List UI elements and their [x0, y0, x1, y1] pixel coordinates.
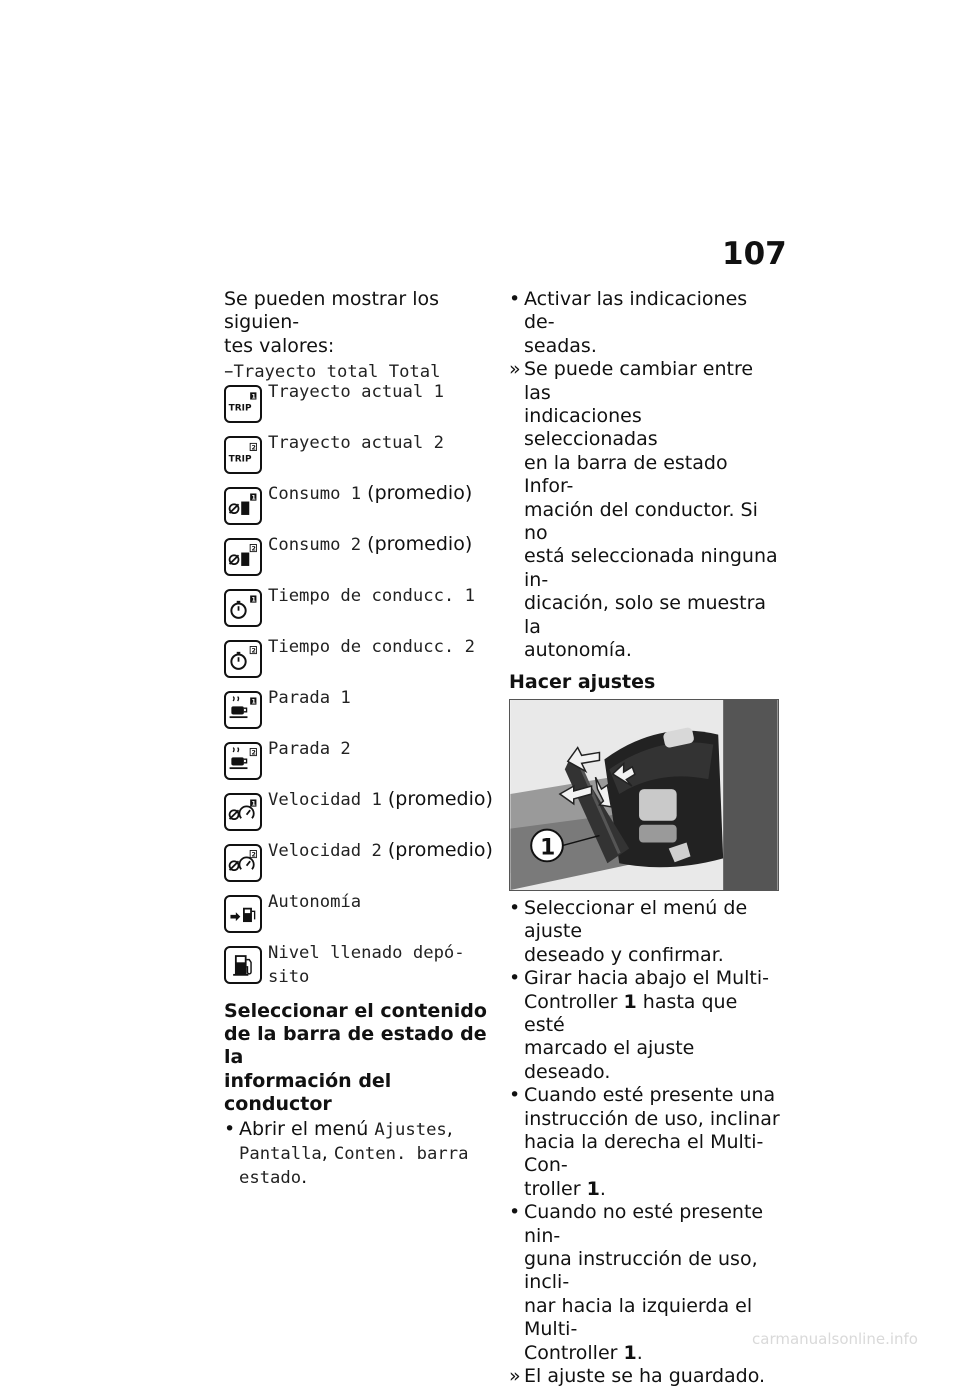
text-line: Controller	[524, 1341, 624, 1364]
value-item	[224, 838, 493, 893]
stopwatch-2-icon	[224, 640, 262, 678]
svg-text:2: 2	[251, 545, 256, 553]
text-line: troller	[524, 1177, 587, 1200]
speed-2-icon	[224, 844, 262, 882]
coffee-stop-1-icon	[224, 691, 262, 729]
svg-text:1: 1	[251, 698, 256, 706]
bullet-mark: •	[509, 1201, 521, 1224]
consumption-1-icon	[224, 487, 262, 525]
item-label: Tiempo de conducc. 2	[268, 636, 475, 657]
item-label: Parada 2	[268, 738, 351, 759]
text-line: marcado el ajuste deseado.	[524, 1037, 695, 1083]
step-select-menu	[509, 897, 781, 967]
heading-line: Seleccionar el contenido	[224, 999, 487, 1022]
menu-pantalla: Pantalla	[239, 1144, 322, 1165]
reference-number: 1	[623, 1341, 637, 1364]
svg-text:1: 1	[251, 393, 256, 401]
stopwatch-1-icon	[224, 589, 262, 627]
intro-line-1: Se pueden mostrar los siguien-	[224, 288, 440, 334]
text-line: Seleccionar el menú de ajuste	[524, 896, 748, 943]
handlebar-illustration	[510, 700, 778, 890]
item-label: Trayecto actual 2	[268, 432, 444, 453]
text-line: .	[599, 1177, 606, 1200]
text-line: guna instrucción de uso, incli-	[524, 1248, 758, 1294]
coffee-stop-2-icon	[224, 742, 262, 780]
trip-total-label: Trayecto total Total	[233, 362, 441, 383]
item-label: Consumo 2	[268, 534, 362, 555]
text-line: Cuando esté presente una	[524, 1084, 776, 1107]
figure-callout-label: 1	[540, 835, 556, 861]
fuel-pump-icon	[224, 946, 262, 984]
consumption-2-icon	[224, 538, 262, 576]
heading-line: de la barra de estado de la	[224, 1023, 487, 1069]
item-label: Consumo 1	[268, 483, 362, 504]
result-saved	[509, 1365, 781, 1388]
text-line: Activar las indicaciones de-	[524, 288, 748, 334]
dash-mark: –	[224, 360, 234, 383]
svg-text:2: 2	[251, 647, 256, 655]
intro-line-2: tes valores:	[224, 334, 335, 357]
text-line: Controller	[524, 990, 624, 1013]
value-item	[224, 587, 492, 638]
bullet-mark: •	[509, 288, 521, 310]
text-line: deseado y confirmar.	[524, 943, 724, 966]
text-line: Girar hacia abajo el Multi-	[524, 967, 769, 990]
reference-number: 1	[623, 990, 637, 1013]
item-label-continued: sito	[268, 967, 310, 988]
range-icon	[224, 895, 262, 933]
item-label: Tiempo de conducc. 1	[268, 585, 475, 606]
bullet-mark: •	[509, 896, 521, 919]
item-label: Nivel llenado depó-	[268, 942, 465, 963]
svg-text:TRIP: TRIP	[228, 402, 252, 413]
separator: ,	[321, 1142, 334, 1165]
item-label: Autonomía	[268, 891, 362, 912]
right-column	[509, 288, 781, 1388]
bullet-mark: •	[509, 967, 521, 990]
value-item	[224, 740, 492, 791]
item-suffix: (promedio)	[361, 481, 473, 504]
text-line: instrucción de uso, inclinar	[524, 1107, 780, 1130]
result-mark: »	[509, 1365, 521, 1388]
item-suffix: (promedio)	[381, 787, 493, 810]
text-line: nar hacia la izquierda el Multi-	[524, 1294, 753, 1341]
menu-estado: estado	[239, 1168, 302, 1189]
svg-text:TRIP: TRIP	[228, 453, 252, 464]
value-item	[224, 434, 492, 485]
step-tilt-right	[509, 1084, 781, 1201]
step-open-menu	[224, 1118, 492, 1191]
bullet-mark: •	[509, 1084, 521, 1107]
svg-text:2: 2	[251, 749, 256, 757]
value-item	[224, 532, 492, 587]
result-mark: »	[509, 358, 521, 381]
text-line: mación del conductor. Si no	[524, 498, 758, 545]
terminator: .	[301, 1166, 308, 1189]
value-item	[224, 481, 492, 536]
page-number: 107	[722, 236, 787, 272]
text-line: .	[636, 1341, 643, 1364]
text-line: Se puede cambiar entre las	[524, 358, 754, 404]
svg-text:2: 2	[251, 444, 256, 452]
footer-watermark[interactable]: carmanualsonline.info	[752, 1330, 918, 1348]
menu-contenido-barra: Conten. barra	[333, 1144, 469, 1165]
separator: ,	[446, 1117, 453, 1140]
svg-text:1: 1	[251, 494, 256, 502]
svg-text:1: 1	[251, 596, 256, 604]
text-line: hacia la derecha el Multi-Con-	[524, 1130, 764, 1177]
text-line: está seleccionada ninguna in-	[524, 545, 778, 591]
multi-controller-figure	[509, 699, 779, 891]
item-label: Velocidad 2	[268, 840, 382, 861]
speed-1-icon	[224, 793, 262, 831]
text-line: hasta que esté	[524, 990, 738, 1036]
trip-2-icon	[224, 436, 262, 474]
value-list	[224, 383, 492, 998]
value-item	[224, 638, 492, 689]
result-info	[509, 358, 781, 662]
text-line: dicación, solo se muestra la	[524, 592, 767, 638]
section-heading: Hacer ajustes	[509, 670, 656, 693]
item-label: Parada 1	[268, 687, 351, 708]
left-column	[224, 288, 492, 1191]
text-line: en la barra de estado Infor-	[524, 451, 728, 498]
trip-1-icon	[224, 385, 262, 423]
text-line: autonomía.	[524, 639, 632, 662]
bullet-mark: •	[224, 1117, 236, 1140]
reference-number: 1	[586, 1177, 600, 1200]
svg-text:1: 1	[251, 800, 256, 808]
text-line: indicaciones seleccionadas	[524, 405, 658, 451]
step-turn-down	[509, 967, 781, 1084]
text-line: seadas.	[524, 334, 597, 357]
value-item	[224, 383, 492, 434]
value-item	[224, 893, 492, 944]
svg-text:2: 2	[251, 851, 256, 859]
item-label: Trayecto actual 1	[268, 381, 444, 402]
value-item	[224, 944, 492, 998]
value-item	[224, 689, 492, 740]
value-item	[224, 787, 493, 842]
item-suffix: (promedio)	[361, 532, 473, 555]
section-heading	[224, 1000, 492, 1117]
item-label: Velocidad 1	[268, 789, 382, 810]
step-activate	[509, 288, 781, 358]
text-line: Cuando no esté presente nin-	[524, 1201, 764, 1247]
step-tilt-left	[509, 1201, 781, 1365]
heading-line: información del conductor	[224, 1069, 392, 1116]
step-prefix: Abrir el menú	[239, 1117, 375, 1140]
item-suffix: (promedio)	[381, 838, 493, 861]
menu-ajustes: Ajustes	[374, 1119, 447, 1140]
text-line: El ajuste se ha guardado.	[524, 1365, 766, 1388]
